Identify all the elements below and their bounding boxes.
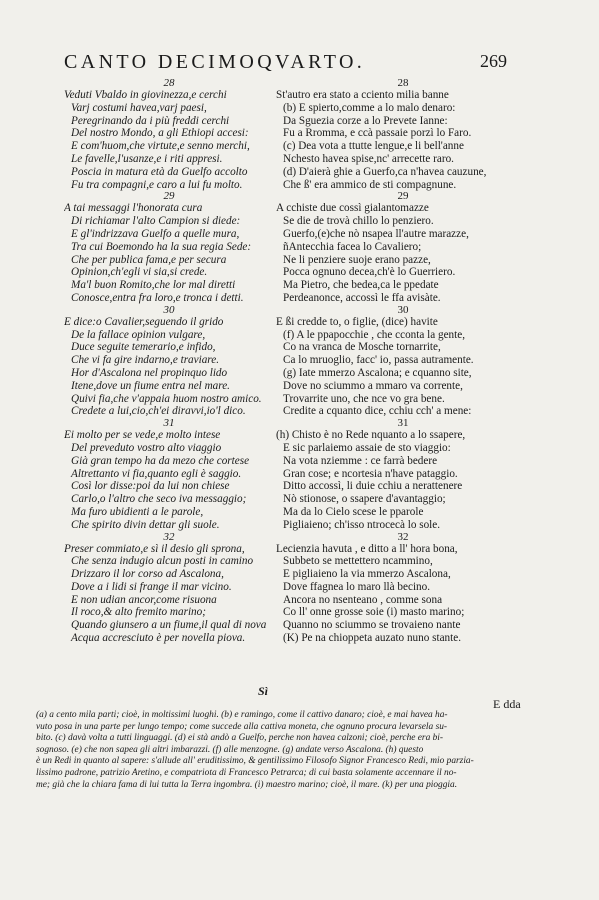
neapolitan-verse-line: (h) Chisto è no Rede nquanto a lo ssapere, xyxy=(276,429,466,442)
italian-verse-line: Di richiamar l'alto Campion si diede: xyxy=(71,215,241,228)
neapolitan-verse-line: Co ll' onne grosse soie (i) masto marino; xyxy=(283,606,465,619)
footnote-line: è un Redi in quanto al sapere: s'allude all' eruditissimo, & gentilissimo Filosofo Signor Francesco Redi, mio parzia- xyxy=(36,756,474,767)
italian-verse-line: Così lor disse:poi da lui non chiese xyxy=(71,480,230,493)
neapolitan-verse-line: St'autro era stato a cciento milia banne xyxy=(276,89,449,101)
italian-verse-line: Veduti Vbaldo in giovinezza,e cerchi xyxy=(64,89,227,101)
italian-verse-line: Dove a i lidi si frange il mar vicino. xyxy=(71,580,232,593)
italian-verse-line: Già gran tempo ha da mezo che cortese xyxy=(71,454,250,467)
italian-stanza-number: 29 xyxy=(163,190,175,203)
footnote-line: vuto posa in una parte per lungo tempo; come succede alla cattiva moneta, che ognuno procura levarsela su- xyxy=(36,721,448,732)
footnote-line: me; già che la chiara fama di lui tutta la Terra ingombra. (i) maestro marino; cioè, il mare. (k) per una pioggia. xyxy=(36,779,458,790)
neapolitan-verse-line: Gran cose; e ncortesia n'have pataggio. xyxy=(283,467,458,480)
italian-verse-line: Che vi fa gire indarno,e traviare. xyxy=(71,354,220,367)
italian-stanza-number: 32 xyxy=(163,530,175,543)
neapolitan-verse-line: Nchesto havea spise,nc' arrecette raro. xyxy=(283,152,454,165)
italian-verse-line: Che senza indugio alcun posti in camino xyxy=(71,555,254,568)
italian-verse-line: Che spirito divin dettar gli suole. xyxy=(71,518,220,531)
neapolitan-verse-line: Ne li penziere suoje erano pazze, xyxy=(283,253,431,266)
italian-verse-line: Del preveduto vostro alto viaggio xyxy=(71,441,222,454)
footnote-line: sognoso. (e) che non sapea gli altri imbarazzi. (f) alle menzogne. (g) andate verso Ascalona. (h) questo xyxy=(36,744,424,755)
italian-verse-line: Hor d'Ascalona nel propinquo lido xyxy=(71,366,228,379)
neapolitan-verse-line: Credite a cquanto dice, cchiu cch' a mene: xyxy=(283,405,472,418)
italian-verse-line: Conosce,entra fra loro,e tronca i detti. xyxy=(71,291,244,304)
neapolitan-verse-line: Trovarrite uno, che nce vo gra bene. xyxy=(283,392,445,405)
neapolitan-verse-line: (b) E spierto,comme a lo malo denaro: xyxy=(283,101,456,114)
italian-verse-line: Del nostro Mondo, a gli Ethiopi accesi: xyxy=(71,127,249,140)
left-catchword: Sì xyxy=(258,684,269,698)
italian-verse-line: Il roco,& alto fremito marino; xyxy=(71,606,206,619)
neapolitan-stanza-number: 29 xyxy=(397,190,409,203)
neapolitan-stanza-number: 32 xyxy=(397,530,409,543)
neapolitan-stanza-number: 28 xyxy=(397,77,409,89)
italian-verse-line: De la fallace opinion vulgare, xyxy=(71,328,206,341)
neapolitan-verse-line: Nò stionose, o ssapere d'avantaggio; xyxy=(283,493,446,506)
neapolitan-verse-line: Se die de trovà chillo lo penziero. xyxy=(283,215,434,228)
footnote-line: (a) a cento mila parti; cioè, in moltissimi luoghi. (b) e ramingo, come il cattivo danaro; cioè, e mai havea ha- xyxy=(36,710,448,720)
right-catchword: E dda xyxy=(493,697,521,711)
neapolitan-stanza-number: 30 xyxy=(397,303,409,316)
neapolitan-verse-line: (K) Pe na chioppeta auzato nuno stante. xyxy=(283,632,462,645)
footnotes xyxy=(36,710,556,791)
italian-stanza-number: 28 xyxy=(163,77,175,89)
italian-verse-line: E non udian ancor,come risuona xyxy=(71,593,217,606)
neapolitan-verse-line: Da Sguezia corze a lo Prevete Ianne: xyxy=(283,114,448,127)
italian-verse-line: Che per publica fama,e per secura xyxy=(71,253,227,266)
italian-verse-line: Ei molto per se vede,e molto intese xyxy=(64,429,221,442)
italian-verse-line: E dice:o Cavalier,seguendo il grido xyxy=(64,315,224,328)
neapolitan-verse-line: Lecienzia havuta , e ditto a ll' hora bona, xyxy=(276,542,458,555)
neapolitan-verse-line: Ma Pietro, che bedea,ca le ppedate xyxy=(283,279,439,292)
italian-verse-line: Altrettanto vi fia,quanto egli è saggio. xyxy=(71,467,242,480)
italian-verse-line: Preser commiato,e sì il desio gli sprona, xyxy=(64,542,245,555)
neapolitan-verse-line: Guerfo,(e)che nò nsapea ll'autre marazze, xyxy=(283,227,469,240)
neapolitan-verse-line: Pocca ognuno decea,ch'è lo Guerriero. xyxy=(283,266,456,279)
italian-verse-line: Opinion,ch'egli vi sia,si crede. xyxy=(71,266,208,279)
italian-verse-line: Itene,dove un fiume entra nel mare. xyxy=(71,379,230,392)
neapolitan-verse-line: Ditto accossì, li duie cchiu a nerattenere xyxy=(283,480,463,493)
neapolitan-verse-line: Co na vranca de Mosche tornarrite, xyxy=(283,341,441,354)
neapolitan-verse-line: (f) A le ppapocchie , che cconta la gente, xyxy=(283,328,466,341)
italian-verse-line: Drizzaro il lor corso ad Ascalona, xyxy=(71,568,224,581)
italian-verse-line: Le favelle,l'usanze,e i riti appresi. xyxy=(71,152,223,165)
neapolitan-verse-line: A cchiste due cossì gialantomazze xyxy=(276,202,429,215)
neapolitan-verse-line: E ßi credde to, o figlie, (dice) havite xyxy=(276,315,438,328)
italian-stanza-number: 30 xyxy=(163,303,175,316)
italian-verse-line: Tra cui Boemondo ha la sua regia Sede: xyxy=(71,240,252,253)
italian-verse-line: Duce seguite temerario,e infido, xyxy=(71,341,216,354)
neapolitan-verse-line: Quanno no sciummo se trovaieno nante xyxy=(283,619,461,632)
neapolitan-verse-line: Na vota nziemme : ce farrà bedere xyxy=(283,454,438,467)
neapolitan-verse-line: Pigliaieno; ch'isso ntrocecà lo sole. xyxy=(283,518,441,531)
neapolitan-verse-line: ñAntecchia facea lo Cavaliero; xyxy=(283,240,422,253)
neapolitan-verse-line: E pigliaieno la via mmerzo Ascalona, xyxy=(283,568,451,581)
neapolitan-verse-line: (c) Dea vota a ttutte lengue,e li bell'anne xyxy=(283,140,464,153)
running-title: CANTO DECIMOQVARTO. xyxy=(64,51,366,73)
italian-verse-line: Peregrinando da i più freddi cerchi xyxy=(71,114,230,127)
neapolitan-verse-line: Fu a Rromma, e ccà passaie porzì lo Faro. xyxy=(283,127,472,140)
neapolitan-verse-line: Ca lo mruoglio, facc' io, passa autramente. xyxy=(283,354,474,367)
italian-verse-line: Quivi fia,che v'appaia huom nostro amico. xyxy=(71,392,262,405)
italian-verse-line: Ma furo ubidienti a le parole, xyxy=(71,505,204,518)
neapolitan-verse-line: E sic parlaiemo assaie de sto viaggio: xyxy=(283,441,451,454)
neapolitan-verse-line: Dove ffagnea lo maro llà becino. xyxy=(283,580,431,593)
italian-verse-line: Fu tra compagni,e caro a lui fu molto. xyxy=(71,178,243,191)
italian-verse-line: Quando giunsero a un fiume,il qual di nova xyxy=(71,619,267,632)
italian-verse-line: Credete a lui,cio,ch'ei diravvi,io'l dico. xyxy=(71,405,246,418)
italian-verse-line: E gl'indrizzava Guelfo a quelle mura, xyxy=(71,227,240,240)
footnote-line: bito. (c) davà volta a tutti linguaggi. (d) ei stà andò a Guelfo, perche non havea calzoni; cioè, perche era bi- xyxy=(36,733,444,744)
page-header xyxy=(0,51,599,73)
neapolitan-verse-line: (g) Iate mmerzo Ascalona; e cquanno site, xyxy=(283,366,472,379)
neapolitan-verse-line: Ma da lo Cielo scese le pparole xyxy=(283,505,424,518)
italian-verse-line: E com'huom,che virtute,e senno merchi, xyxy=(71,140,250,153)
footnote-line: lissimo padrone, patrizio Aretino, e compatriota di Francesco Petrarca; di cui basta solamente accennare il no- xyxy=(36,767,457,778)
neapolitan-verse-line: Che ß' era ammico de sti compagnune. xyxy=(283,178,457,191)
neapolitan-verse-line: Perdeanonce, accossì le ffa avisàte. xyxy=(283,291,441,304)
neapolitan-verse-line: Dove no sciummo a mmaro va corrente, xyxy=(283,379,463,392)
neapolitan-verse-line: (d) D'aierà ghie a Guerfo,ca n'havea cauzune, xyxy=(283,165,487,178)
italian-verse-line: Poscia in matura età da Guelfo accolto xyxy=(71,165,248,178)
italian-verse-line: Varj costumi havea,varj paesi, xyxy=(71,101,207,114)
italian-verse-line: Acqua accresciuto è per novella piova. xyxy=(71,632,246,645)
italian-verse-line: Carlo,o l'altro che seco iva messaggio; xyxy=(71,493,247,506)
italian-verse-line: A tai messaggi l'honorata cura xyxy=(64,202,203,215)
page-number: 269 xyxy=(480,51,507,71)
italian-verse-line: Ma'l buon Romito,che lor mal diretti xyxy=(71,279,236,292)
italian-verse-column xyxy=(64,78,274,645)
neapolitan-stanza-number: 31 xyxy=(397,417,409,430)
neapolitan-verse-line: Ancora no nsenteano , comme sona xyxy=(283,593,443,606)
neapolitan-verse-column xyxy=(276,78,530,645)
neapolitan-verse-line: Subbeto se mettettero ncammino, xyxy=(283,555,433,568)
italian-stanza-number: 31 xyxy=(163,417,175,430)
